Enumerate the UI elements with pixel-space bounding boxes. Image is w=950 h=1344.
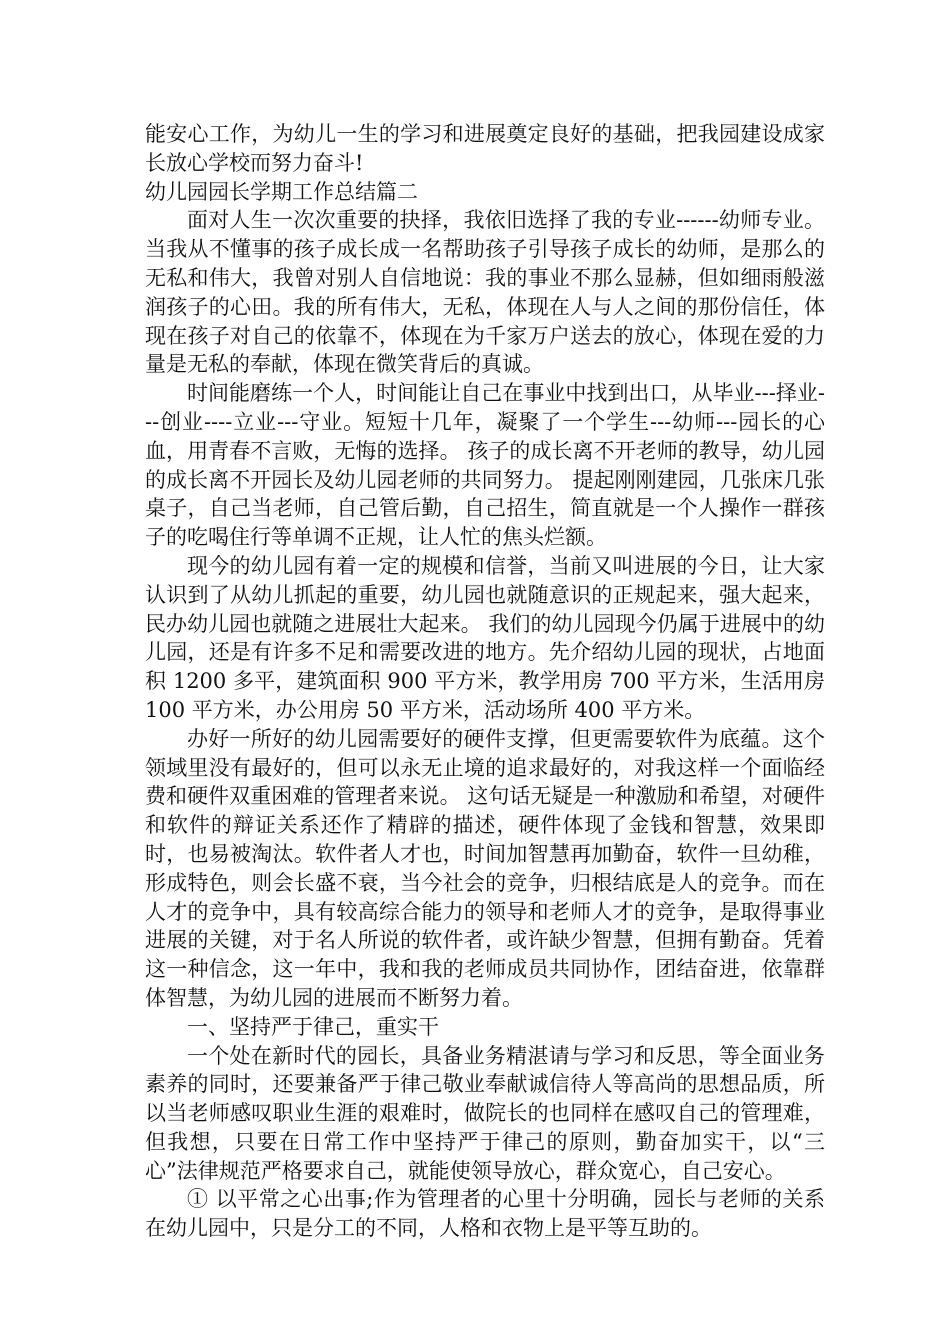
paragraph: 现今的幼儿园有着一定的规模和信誉，当前又叫进展的今日，让大家认识到了从幼儿抓起的重要，幼儿园也就随意识的正规起来，强大起来，民办幼儿园也就随之进展壮大起来。 我们的幼儿园现今仍属于进展中的幼儿园，还是有许多不足和需要改进的地方。先介绍幼儿园的现状，占地面积 1200 多平，建筑面积 900 平方米，教学用房 700 平方米，生活用房 100 平方米，办公用房 50 平方米，活动场所 400 平方米。 <box>145 553 825 722</box>
paragraph: 能安心工作，为幼儿一生的学习和进展奠定良好的基础，把我园建设成家长放心学校而努力奋斗! <box>145 122 825 175</box>
paragraph: 一个处在新时代的园长，具备业务精湛请与学习和反思，等全面业务素养的同时，还要兼备严于律己敬业奉献诚信待人等高尚的思想品质，所以当老师感叹职业生涯的艰难时，做院长的也同样在感叹自己的管理难，但我想，只要在日常工作中坚持严于律己的原则，勤奋加实干，以“三心”法律规范严格要求自己，就能使领导放心，群众宽心，自己安心。 <box>145 1043 825 1183</box>
paragraph: 时间能磨练一个人，时间能让自己在事业中找到出口，从毕业---择业---创业----立业---守业。短短十几年，凝聚了一个学生---幼师---园长的心血，用青春不言败，无悔的选择。 孩子的成长离不开老师的教导，幼儿园的成长离不开园长及幼儿园老师的共同努力。 提起刚刚建园，几张床几张桌子，自己当老师，自己管后勤，自己招生，简直就是一个人操作一群孩子的吃喝住行等单调不正规，让人忙的焦头烂额。 <box>145 381 825 550</box>
subsection-heading: 一、坚持严于律己，重实干 <box>187 1014 439 1039</box>
paragraph: ① 以平常之心出事;作为管理者的心里十分明确，园长与老师的关系在幼儿园中，只是分工的不同，人格和衣物上是平等互助的。 <box>145 1187 825 1241</box>
section-heading: 幼儿园园长学期工作总结篇二 <box>145 179 418 204</box>
document-body <box>145 120 825 1243</box>
paragraph: 面对人生一次次重要的抉择，我依旧选择了我的专业------幼师专业。当我从不懂事的孩子成长成一名帮助孩子引导孩子成长的幼师，是那么的无私和伟大，我曾对别人自信地说：我的事业不那么显赫，但如细雨般滋润孩子的心田。我的所有伟大，无私，体现在人与人之间的那份信任，体现在孩子对自己的依靠不，体现在为千家万户送去的放心，体现在爱的力量是无私的奉献，体现在微笑背后的真诚。 <box>145 208 825 377</box>
paragraph: 办好一所好的幼儿园需要好的硬件支撑，但更需要软件为底蕴。这个领域里没有最好的，但可以永无止境的追求最好的，对我这样一个面临经费和硬件双重困难的管理者来说。 这句话无疑是一种激励和希望，对硬件和软件的辩证关系还作了精辟的描述，硬件体现了金钱和智慧，效果即时，也易被淘汰。软件者人才也，时间加智慧再加勤奋，软件一旦幼稚，形成特色，则会长盛不衰，当今社会的竞争，归根结底是人的竞争。而在人才的竞争中，具有较高综合能力的领导和老师人才的竞争，是取得事业进展的关键，对于名人所说的软件者，或许缺少智慧，但拥有勤奋。凭着这一种信念，这一年中，我和我的老师成员共同协作，团结奋进，依靠群体智慧，为幼儿园的进展而不断努力着。 <box>145 726 825 1010</box>
